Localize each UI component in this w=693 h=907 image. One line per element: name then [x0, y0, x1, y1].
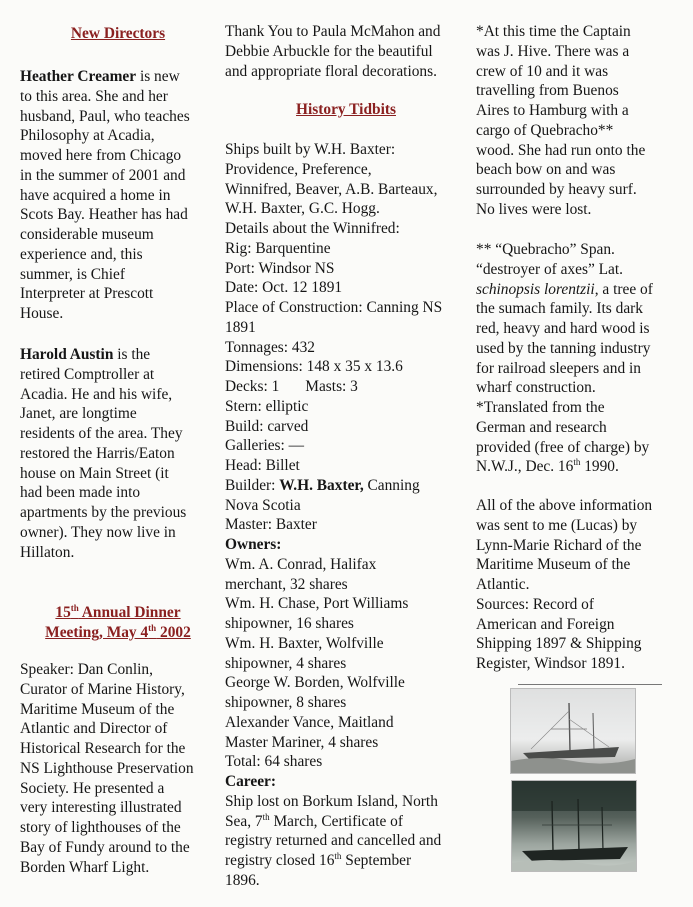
dinner-heading-block — [20, 603, 216, 643]
creamer-name: Heather Creamer — [20, 68, 137, 85]
history-heading-block — [225, 100, 467, 120]
new-directors-heading: New Directors — [70, 25, 166, 42]
decks-masts-line: Decks: 1 Masts: 3 — [225, 378, 358, 395]
creamer-paragraph: Heather Creamer is new to this area. She and her husband, Paul, who teaches Philosophy at Acadia, moved here from Chicago in the summer of 2001 and have acquired a home in Scots Bay. Heather has had considerable museum experience and, this summer, is Chief Interpreter at Prescott House. — [20, 68, 190, 322]
austin-name: Harold Austin — [20, 346, 114, 363]
ship-details: Ships built by W.H. Baxter: Providence, Preference, Winnifred, Beaver, A.B. Barteaux, W.H. Baxter, G.C. Hogg. Details about the Winnifred: Rig: Barquentine Port: Windsor NS Date: Oct. 12 1891 Place of Construction: Canning NS 1891 Tonnages: 432 Dimensions: 148 x 35 x 13.6 Decks: 1 Masts: 3 Stern: elliptic Build: carved Galleries: — Head: Billet Builder: W.H. Baxter, Canning Nova Scotia Master: Baxter Owners: Wm. A. Conrad, Halifax merchant, 32 shares Wm. H. Chase, Port Williams shipowner, 16 shares Wm. H. Baxter, Wolfville shipowner, 4 shares George W. Borden, Wolfville shipowner, 8 shares Alexander Vance, Maitland Master Mariner, 4 shares Total: 64 shares Career: Ship lost on Borkum Island, North Sea, 7th March, Certificate of registry returned and cancelled and registry closed 16th September 1896. — [225, 140, 467, 891]
builder-line: Builder: W.H. Baxter, Canning — [225, 476, 420, 494]
thanks-paragraph: Thank You to Paula McMahon and Debbie Arbuckle for the beautiful and appropriate floral decorations. — [225, 23, 441, 80]
ship-sketch — [511, 689, 635, 773]
speaker-paragraph: Speaker: Dan Conlin, Curator of Marine History, Maritime Museum of the Atlantic and Director of Historical Research for the NS Lighthouse Preservation Society. He presented a very interesting illustrated story of lighthouses of the Bay of Fundy around to the Borden Wharf Light. — [20, 661, 194, 876]
quebracho-paragraph: ** “Quebracho” Span. “destroyer of axes” Lat. schinopsis lorentzii, a tree of the sumach family. Its dark red, heavy and hard wood is used by the tanning industry for railroad sleepers and in wharf construction. *Translated from the German and research provided (free of charge) by N.W.J., Dec. 16th 1990. — [476, 241, 653, 476]
source-paragraph: All of the above information was sent to me (Lucas) by Lynn-Marie Richard of the Maritime Museum of the Atlantic. Sources: Record of American and Foreign Shipping 1897 & Shipping Register, Windsor 1891. — [476, 497, 653, 672]
dinner-heading-line1: 15th Annual Dinner — [55, 602, 181, 621]
career-label: Career: — [225, 773, 276, 790]
ship-photo-icon — [510, 688, 636, 774]
dinner-heading-line2: Meeting, May 4th 2002 — [45, 622, 191, 641]
history-tidbits-heading: History Tidbits — [296, 101, 396, 118]
ship-sketch-2 — [512, 781, 636, 871]
separator-rule — [518, 684, 662, 685]
captain-paragraph: *At this time the Captain was J. Hive. There was a crew of 10 and it was travelling from Buenos Aires to Hamburg with a cargo of Quebracho** wood. She had run onto the beach bow on and was surrounded by heavy surf. No lives were lost. — [476, 23, 646, 218]
ship-photo-icon — [511, 780, 637, 872]
austin-paragraph: Harold Austin is the retired Comptroller at Acadia. He and his wife, Janet, are longtime residents of the area. They restored the Harris/Eaton house on Main Street (it had been made into apartments by the previous owner). They now live in Hillaton. — [20, 346, 187, 561]
owners-label: Owners: — [225, 536, 282, 553]
new-directors-heading-block — [20, 24, 216, 44]
